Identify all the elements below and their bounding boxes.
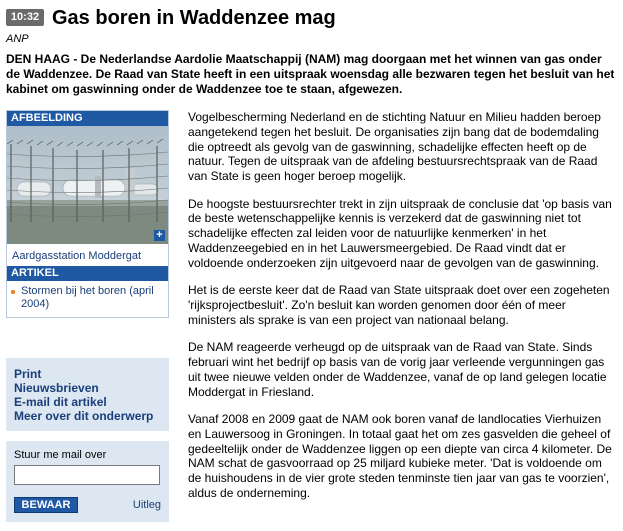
article-photo[interactable] <box>7 126 168 244</box>
email-article-link[interactable]: E-mail dit artikel <box>14 395 107 409</box>
source-label: ANP <box>6 33 29 45</box>
article-paragraph: De NAM reageerde verheugd op de uitspraak van de Raad van State. Sinds februari wint het bedrijf op basis van de vorig jaar verleende vergunningen gas uit twee nieuwe velden onder de Waddenzee, vanaf de op land gelegen locatie Moddergat in Friesland. <box>188 340 607 399</box>
mail-subscribe-box <box>6 441 169 522</box>
newsletters-link[interactable]: Nieuwsbrieven <box>14 381 99 395</box>
article-body <box>188 110 616 513</box>
image-box <box>6 110 169 318</box>
time-badge: 10:32 <box>6 9 44 26</box>
save-button[interactable]: BEWAAR <box>14 497 78 513</box>
print-link[interactable]: Print <box>14 367 42 381</box>
related-heading: ARTIKEL <box>7 266 168 281</box>
image-caption: Aardgasstation Moddergat <box>12 250 142 262</box>
article-paragraph: Vanaf 2008 en 2009 gaat de NAM ook boren vanaf de landlocaties Vierhuizen en Lauwersoog in Groningen. In totaal gaat het om zes gasvelden die geheel of gedeeltelijk onder de Waddenzee liggen op een diepte van circa 4 kilometer. De NAM schat de gasvoorraad op 25 miljard kubieke meter. 'Dat is voldoende om de huishoudens in de vier grote steden tenminste tien jaar van gas te voorzien', aldus de onderneming. <box>188 411 612 500</box>
image-heading: AFBEELDING <box>7 111 168 126</box>
related-article-link[interactable]: Stormen bij het boren (april 2004) <box>21 285 154 310</box>
bullet-icon <box>11 290 15 294</box>
mail-subject-input[interactable] <box>14 465 160 485</box>
photo-illustration <box>7 126 168 244</box>
article-paragraph: Het is de eerste keer dat de Raad van State uitspraak doet over een zogeheten 'rijksprojectbesluit'. Zo'n besluit kan worden genomen door één of meer ministers als sprake is van een project van nationaal belang. <box>188 283 610 327</box>
article-actions <box>6 358 169 431</box>
sidebar <box>6 110 169 522</box>
lead-paragraph: DEN HAAG - De Nederlandse Aardolie Maatschappij (NAM) mag doorgaan met het winnen van gas onder de Waddenzee. De Raad van State heeft in een uitspraak woensdag alle bezwaren tegen het besluit van het kabinet om gaswinning onder de Waddenzee toe te staan, afgewezen. <box>6 52 615 96</box>
page-title: Gas boren in Waddenzee mag <box>52 7 336 29</box>
explain-link[interactable]: Uitleg <box>132 499 161 511</box>
more-on-topic-link[interactable]: Meer over dit onderwerp <box>14 409 154 423</box>
related-list <box>7 281 168 317</box>
article-paragraph: Vogelbescherming Nederland en de stichting Natuur en Milieu hadden beroep aangetekend tegen het besluit. De organisaties zijn bang dat de bodemdaling die optreedt als gevolg van de gaswinning, schadelijke effecten heeft op de natuur. Tegen de uitspraak van de afdeling bestuursrechtspraak van de Raad van State is geen hoger beroep mogelijk. <box>188 110 601 184</box>
article-header <box>6 6 616 30</box>
plus-icon[interactable]: + <box>154 230 165 241</box>
mail-label: Stuur me mail over <box>14 449 107 461</box>
article-paragraph: De hoogste bestuursrechter trekt in zijn uitspraak de conclusie dat 'op basis van de beste wetenschappelijke kennis is verzekerd dat de gaswinning niet tot schadelijke effecten zal leiden voor de natuurlijke kenmerken' in het Waddenzeegebied en in het Lauwersmeergebied. De Raad vindt dat er voldoende onderzoeken zijn uitgevoerd naar de gevolgen van de gaswinning. <box>188 196 612 270</box>
